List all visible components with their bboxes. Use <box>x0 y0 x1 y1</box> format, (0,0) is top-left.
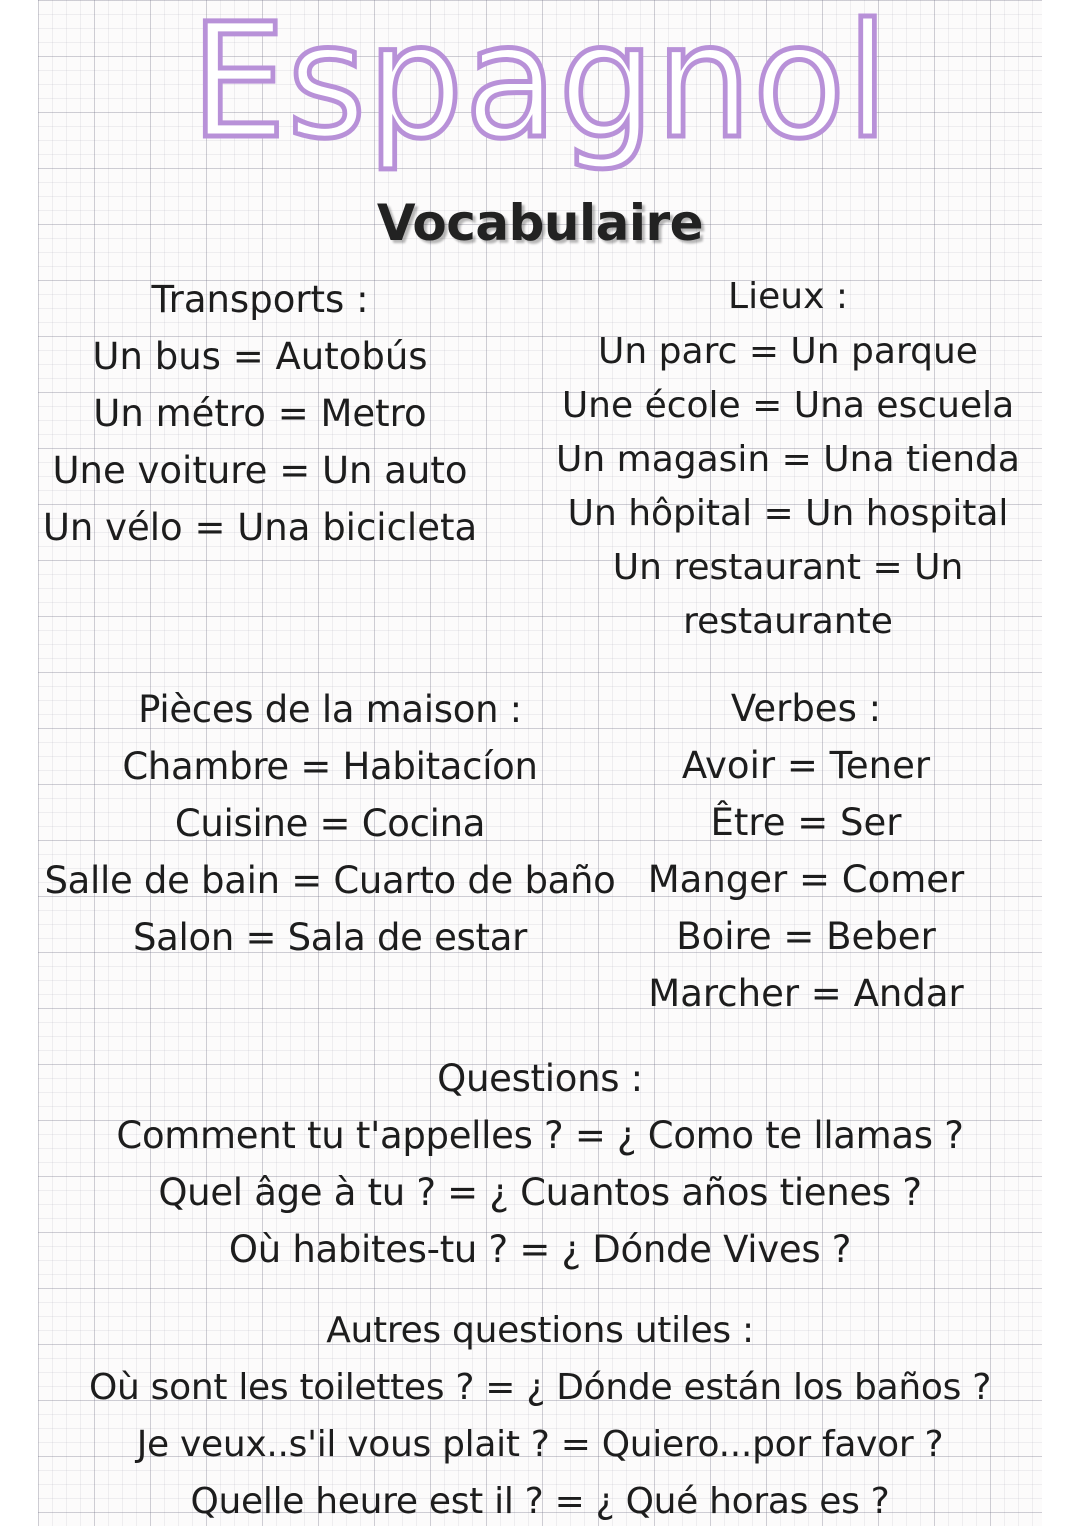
vocab-line: Salon = Sala de estar <box>132 916 528 959</box>
vocab-line: Chambre = Habitacíon <box>122 745 538 788</box>
vocab-line: Une école = Una escuela <box>561 385 1015 426</box>
vocab-line: Avoir = Tener <box>681 744 931 787</box>
section-lieux <box>548 268 1028 649</box>
vocab-line: restaurante <box>683 601 893 642</box>
vocab-line: Cuisine = Cocina <box>174 802 486 845</box>
vocab-line: Un parc = Un parque <box>598 331 978 372</box>
vocab-line: Quelle heure est il ? = ¿ Qué horas es ? <box>190 1481 890 1522</box>
vocab-line: Être = Ser <box>710 801 902 844</box>
vocab-line: Une voiture = Un auto <box>52 449 468 492</box>
section-heading-transports: Transports : <box>151 278 369 321</box>
page-title: Espagnol <box>190 0 890 174</box>
vocab-line: Un restaurant = Un <box>612 547 964 588</box>
vocab-line: Un bus = Autobús <box>92 335 428 378</box>
section-questions <box>40 1050 1040 1278</box>
vocab-line: Comment tu t'appelles ? = ¿ Como te llamas ? <box>116 1114 964 1157</box>
vocab-line: Manger = Comer <box>647 858 965 901</box>
section-heading-pieces: Pièces de la maison : <box>138 688 522 731</box>
vocab-line: Marcher = Andar <box>648 972 964 1015</box>
section-heading-lieux: Lieux : <box>728 276 848 317</box>
section-pieces <box>30 681 630 966</box>
section-autres-questions <box>40 1302 1040 1530</box>
section-verbes <box>636 680 976 1022</box>
vocab-line: Où sont les toilettes ? = ¿ Dónde están los baños ? <box>88 1367 991 1408</box>
vocab-line: Boire = Beber <box>676 915 936 958</box>
vocab-line: Quel âge à tu ? = ¿ Cuantos años tienes ? <box>158 1171 922 1214</box>
section-heading-autres: Autres questions utiles : <box>326 1310 754 1351</box>
section-heading-verbes: Verbes : <box>730 687 882 730</box>
vocab-line: Je veux..s'il vous plait ? = Quiero...por favor ? <box>136 1424 944 1465</box>
section-transports <box>30 271 490 556</box>
section-heading-questions: Questions : <box>437 1057 643 1100</box>
vocab-line: Un magasin = Una tienda <box>556 439 1020 480</box>
vocab-line: Un métro = Metro <box>93 392 427 435</box>
vocab-line: Où habites-tu ? = ¿ Dónde Vives ? <box>228 1228 852 1271</box>
vocab-line: Un hôpital = Un hospital <box>567 493 1009 534</box>
vocab-line: Un vélo = Una bicicleta <box>42 506 478 549</box>
page-subtitle: Vocabulaire <box>376 194 704 252</box>
vocab-line: Salle de bain = Cuarto de baño <box>44 859 616 902</box>
